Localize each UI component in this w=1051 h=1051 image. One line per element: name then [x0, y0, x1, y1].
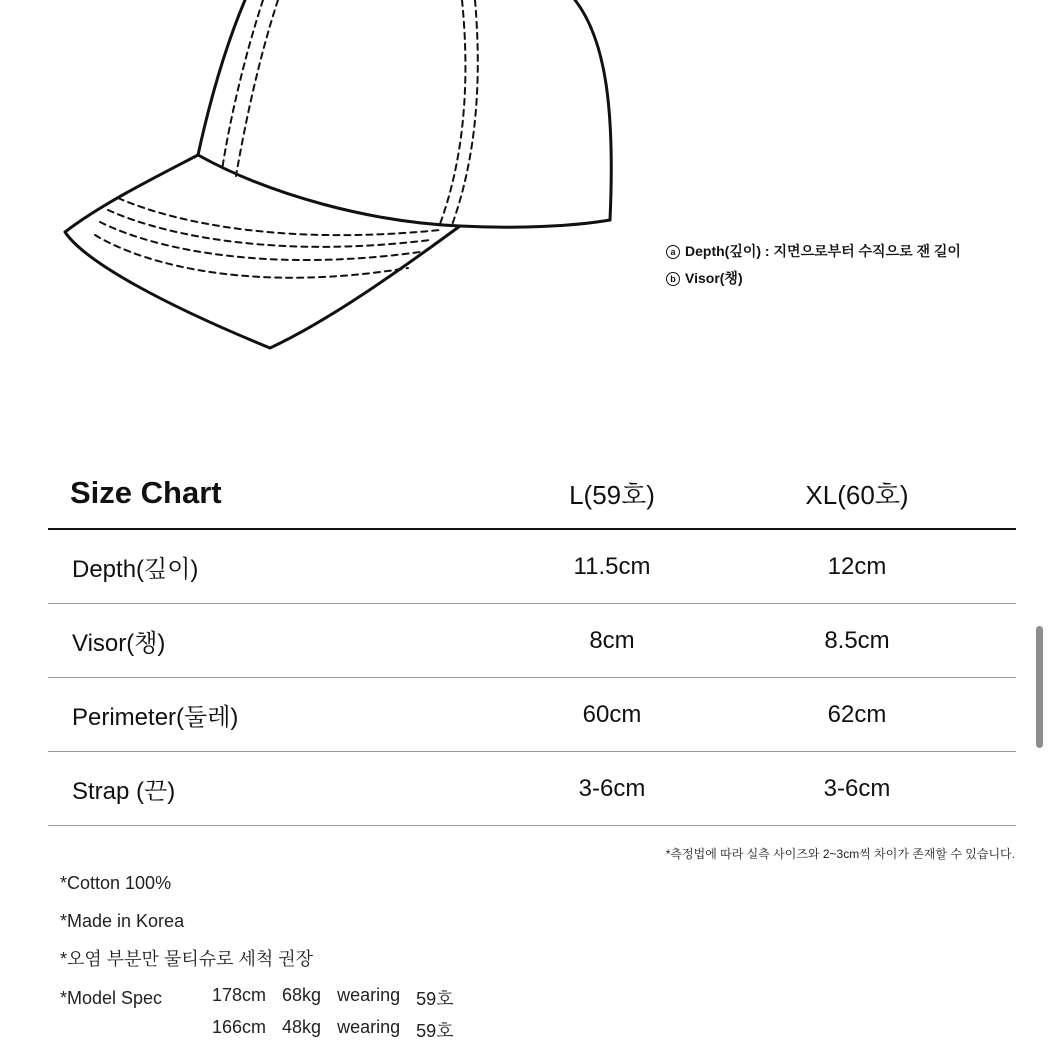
model-weight: 48kg — [282, 1017, 322, 1037]
model-height: 166cm — [212, 1017, 267, 1037]
measurement-legend — [666, 238, 961, 292]
model-wearing-size: 59호 — [416, 1021, 454, 1041]
table-row — [48, 530, 1016, 604]
model-wearing-size: 59호 — [416, 989, 454, 1009]
material-info: *Cotton 100% — [60, 873, 172, 893]
measurement-note: *측정법에 따라 실측 사이즈와 2~3cm씩 차이가 존재할 수 있습니다. — [665, 847, 1015, 861]
model-height: 178cm — [212, 985, 267, 1005]
row-label-perimeter: Perimeter(둘레) — [72, 704, 239, 731]
cap-illustration — [0, 0, 640, 360]
depth-l-value: 11.5cm — [573, 552, 651, 580]
model-spec-row — [60, 1014, 454, 1046]
table-row — [48, 678, 1016, 752]
visor-xl-value: 8.5cm — [824, 626, 890, 654]
strap-xl-value: 3-6cm — [823, 774, 891, 802]
model-wearing-label: wearing — [337, 1017, 401, 1037]
care-info: *오염 부분만 물티슈로 세척 권장 — [60, 949, 314, 969]
row-label-depth: Depth(깊이) — [72, 556, 199, 583]
model-spec-row — [60, 982, 454, 1014]
model-spec-entry — [212, 1017, 454, 1043]
table-row — [48, 752, 1016, 826]
size-chart-table — [48, 458, 1016, 826]
size-chart-header — [48, 458, 1016, 530]
perimeter-l-value: 60cm — [582, 700, 642, 728]
product-info — [60, 868, 454, 1046]
legend-marker-a: a — [666, 245, 680, 259]
model-wearing-label: wearing — [337, 985, 401, 1005]
column-header-l: L(59호) — [569, 479, 655, 510]
strap-l-value: 3-6cm — [578, 774, 646, 802]
legend-text-depth: Depth(깊이) : 지면으로부터 수직으로 잰 길이 — [685, 243, 961, 259]
row-label-visor: Visor(챙) — [72, 630, 166, 657]
table-row — [48, 604, 1016, 678]
model-weight: 68kg — [282, 985, 322, 1005]
legend-marker-b: b — [666, 272, 680, 286]
origin-info: *Made in Korea — [60, 911, 185, 931]
legend-item-visor — [666, 265, 961, 292]
size-chart-title: Size Chart — [70, 475, 222, 510]
legend-text-visor: Visor(챙) — [685, 270, 743, 286]
column-header-xl: XL(60호) — [805, 479, 909, 510]
model-spec-entry — [212, 985, 454, 1011]
depth-xl-value: 12cm — [827, 552, 887, 580]
scrollbar-thumb[interactable] — [1036, 626, 1043, 748]
legend-item-depth — [666, 238, 961, 265]
row-label-strap: Strap (끈) — [72, 778, 176, 805]
visor-l-value: 8cm — [589, 626, 635, 654]
model-spec-label: *Model Spec — [60, 987, 163, 1008]
perimeter-xl-value: 62cm — [827, 700, 887, 728]
